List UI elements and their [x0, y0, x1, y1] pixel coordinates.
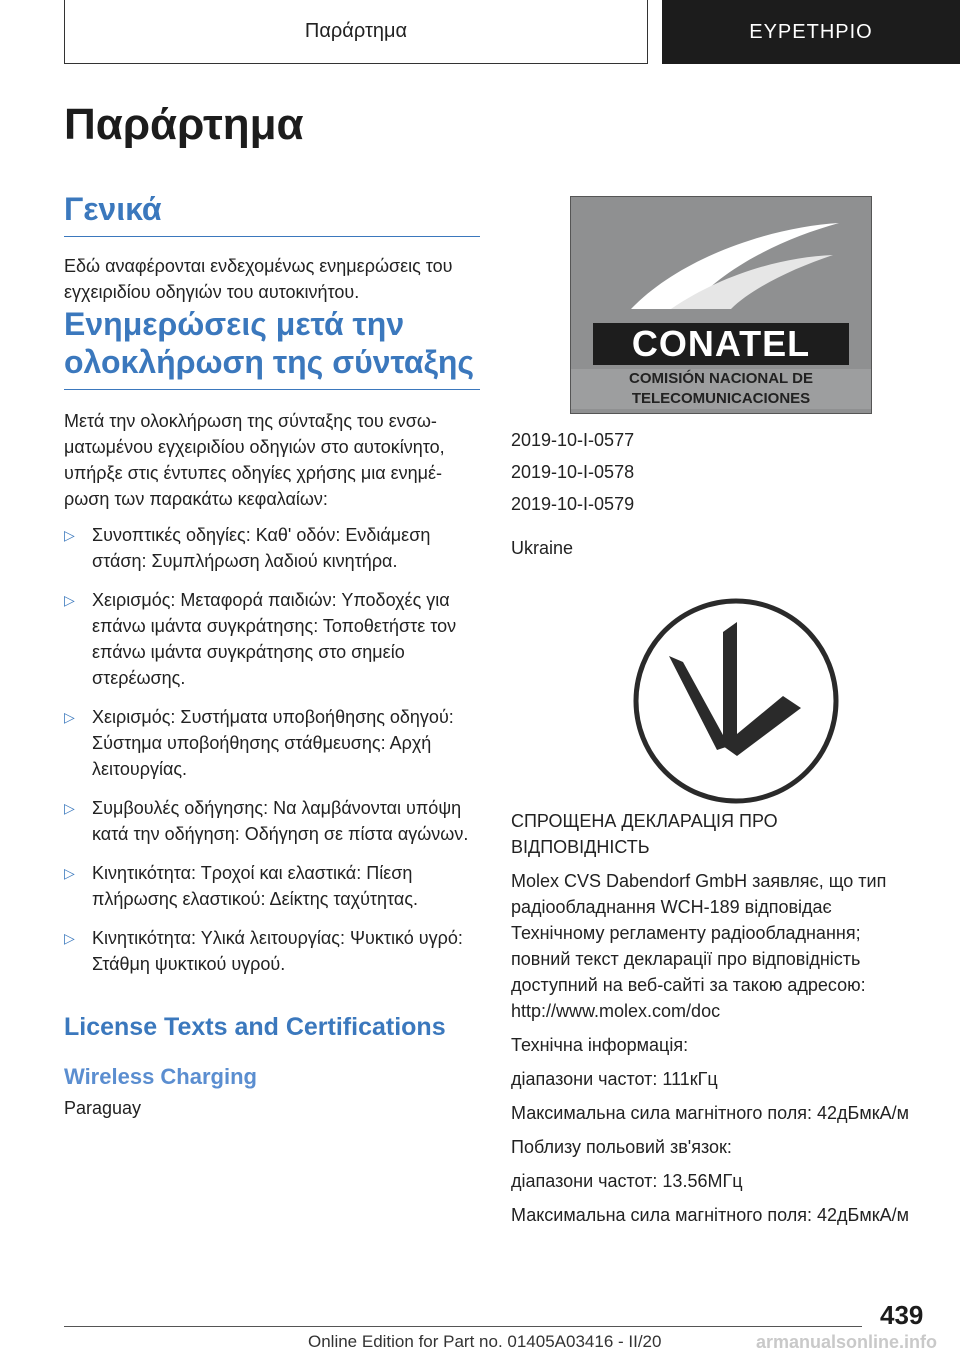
- frequency-range: діапазони частот: 13.56МГц: [511, 1171, 743, 1191]
- nfc-label: Поблизу польовий зв'язок:: [511, 1137, 732, 1157]
- max-field-strength: Максимальна сила магнітного поля: 42дБмкА/м: [511, 1205, 909, 1225]
- triangle-bullet-icon: ▷: [64, 709, 75, 725]
- cert-number: 2019-10-I-0577: [511, 430, 635, 450]
- list-item-text: Κινητικότητα: Τροχοί και ελαστικά: Πίεση πλήρωσης ελαστικού: Δείκτης ταχύτητας.: [92, 863, 418, 909]
- conatel-wordmark: CONATEL: [593, 323, 849, 365]
- update-list: [64, 522, 480, 977]
- list-item: [64, 587, 480, 691]
- tech-info-label: Технічна інформація:: [511, 1035, 689, 1055]
- list-item: [64, 925, 480, 977]
- footer-divider: [64, 1326, 862, 1327]
- declaration-text: Molex CVS Dabendorf GmbH заявляє, що тип радіообладнання WCH-189 відповідає Технічному регламенту радіообладнання; повний текст декларації про відповідність доступний на веб-сайті за такою адресою: http://www.molex.com/doc: [511, 871, 887, 1021]
- triangle-bullet-icon: ▷: [64, 930, 75, 946]
- triangle-bullet-icon: ▷: [64, 527, 75, 543]
- right-column: [511, 424, 921, 564]
- list-item-text: Χειρισμός: Μεταφορά παιδιών: Υποδοχές για επάνω ιμάντα συγκράτησης: Τοποθετήστε τον επάνω ιμάντα συγκράτησης στο σημείο στερέωσης.: [92, 590, 457, 688]
- cert-number: 2019-10-I-0578: [511, 462, 635, 482]
- wireless-charging-heading: Wireless Charging: [64, 1064, 257, 1089]
- conatel-logo: [570, 196, 872, 414]
- max-field-strength: Максимальна сила магнітного поля: 42дБмкА/м: [511, 1103, 909, 1123]
- list-item-text: Συνοπτικές οδηγίες: Καθ' οδόν: Ενδιάμεση στάση: Συμπλήρωση λαδιού κινητήρα.: [92, 525, 431, 571]
- page-number: 439: [880, 1300, 924, 1330]
- triangle-bullet-icon: ▷: [64, 592, 75, 608]
- conatel-subtitle-line2: TELECOMUNICACIONES: [631, 390, 811, 407]
- page-title: Παράρτημα: [64, 100, 304, 149]
- paraguay-label: Paraguay: [64, 1098, 142, 1118]
- ukraine-conformity-mark-icon: [631, 596, 841, 806]
- frequency-range: діапазони частот: 111кГц: [511, 1069, 718, 1089]
- list-item: [64, 795, 480, 847]
- triangle-bullet-icon: ▷: [64, 865, 75, 881]
- conatel-subtitle-line1: COMISIÓN NACIONAL DE: [629, 370, 813, 387]
- ukraine-declaration: [511, 808, 921, 1236]
- country-label: Ukraine: [511, 538, 574, 558]
- general-text: Εδώ αναφέρονται ενδεχομένως ενημερώσεις του εγχειριδίου οδηγιών του αυτοκινήτου.: [64, 256, 453, 302]
- list-item: [64, 522, 480, 574]
- updates-heading: Ενημερώσεις μετά την ολοκλήρωση της σύνταξης: [64, 305, 480, 390]
- list-item-text: Χειρισμός: Συστήματα υποβοήθησης οδηγού: Σύστημα υποβοήθησης στάθμευσης: Αρχή λειτουργίας.: [92, 707, 454, 779]
- triangle-bullet-icon: ▷: [64, 800, 75, 816]
- general-heading: Γενικά: [64, 190, 480, 237]
- license-heading: License Texts and Certifications: [64, 1013, 446, 1041]
- section-tab[interactable]: Παράρτημα: [64, 0, 648, 64]
- footer-edition: Online Edition for Part no. 01405A03416 - II/20: [308, 1332, 662, 1351]
- cert-number: 2019-10-I-0579: [511, 494, 635, 514]
- list-item: [64, 860, 480, 912]
- list-item-text: Συμβουλές οδήγησης: Να λαμβάνονται υπόψη κατά την οδήγηση: Οδήγηση σε πίστα αγώνων.: [92, 798, 469, 844]
- list-item: [64, 704, 480, 782]
- footer-watermark: armanualsonline.info: [756, 1332, 938, 1352]
- list-item-text: Κινητικότητα: Υλικά λειτουργίας: Ψυκτικό υγρό: Στάθμη ψυκτικού υγρού.: [92, 928, 463, 974]
- index-tab[interactable]: ΕΥΡΕΤΗΡΙΟ: [662, 0, 960, 64]
- declaration-title: СПРОЩЕНА ДЕКЛАРАЦІЯ ПРО ВІДПОВІДНІСТЬ: [511, 811, 778, 857]
- left-column: [64, 190, 480, 1121]
- conatel-subtitle: [571, 369, 871, 409]
- updates-text: Μετά την ολοκλήρωση της σύνταξης του ενσωματωμένου εγχειριδίου οδηγιών στο αυτοκίνητο, υπήρξε στις έντυπες οδηγίες χρήσης μια ενημέρωση των παρακάτω κεφαλαίων:: [64, 411, 445, 509]
